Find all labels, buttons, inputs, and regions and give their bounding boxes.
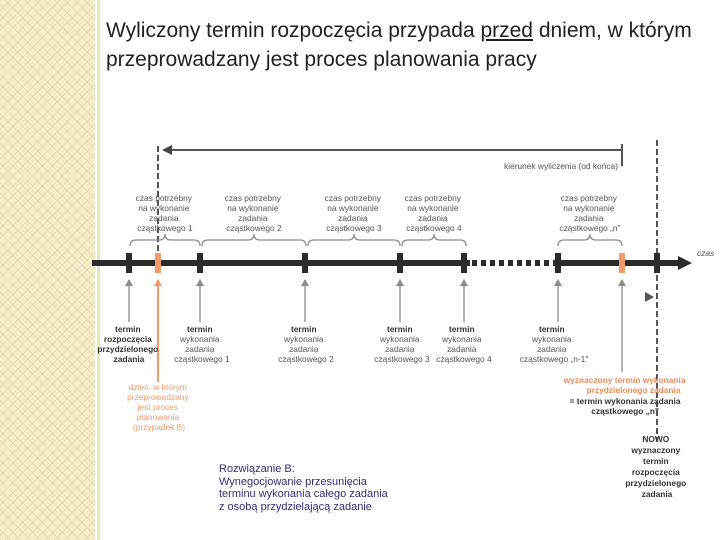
tick-deadline-3 bbox=[397, 253, 403, 273]
deadline-label-3: termin wykonania zadania cząstkowego 3 bbox=[374, 324, 430, 364]
deadline-label-4: termin wykonania zadania cząstkowego 4 bbox=[436, 324, 492, 364]
deadline-label-n1: termin wykonania zadania cząstkowego „n-1" bbox=[519, 324, 589, 364]
title-underlined-word: przed bbox=[480, 19, 533, 42]
duration-label-3: czas potrzebny na wykonanie zadania cząstkowego 3 bbox=[324, 193, 382, 233]
deadline-label-1: termin wykonania zadania cząstkowego 1 bbox=[174, 324, 230, 364]
duration-label-4: czas potrzebny na wykonanie zadania cząstkowego 4 bbox=[404, 193, 462, 233]
duration-bracket-n bbox=[558, 234, 622, 246]
solution-heading: Rozwiązanie B: bbox=[219, 463, 295, 475]
tick-new-deadline bbox=[654, 253, 660, 273]
duration-label-n: czas potrzebny na wykonanie zadania cząstkowego „n" bbox=[559, 193, 621, 233]
axis-label: czas bbox=[697, 248, 715, 258]
duration-label-1: czas potrzebny na wykonanie zadania cząstkowego 1 bbox=[135, 193, 193, 233]
solution-line-2: terminu wykonania całego zadania bbox=[219, 488, 388, 500]
computed-deadline-label: wyznaczony termin wykonania przydzielonego zadania = termin wykonania zadania cząstkowego „n" bbox=[563, 375, 686, 416]
solution-block bbox=[219, 463, 479, 513]
duration-bracket-4 bbox=[402, 234, 466, 246]
planning-day-label: dzień, w którym przeprowadzany jest proces planowania (przypadek B) bbox=[127, 382, 189, 432]
new-start-date-label: NOWO wyznaczony termin rozpoczęcia przydzielonego zadania bbox=[625, 434, 687, 499]
start-date-label: termin rozpoczęcia przydzielonego zadania bbox=[97, 324, 159, 364]
title-part-2: dniem, w którym przeprowadzany jest proces planowania pracy bbox=[106, 19, 692, 71]
tick-deadline-2 bbox=[302, 253, 308, 273]
deadline-label-2: termin wykonania zadania cząstkowego 2 bbox=[278, 324, 334, 364]
tick-planning-day bbox=[155, 253, 161, 273]
tick-deadline-n bbox=[619, 253, 625, 273]
time-axis-arrowhead bbox=[678, 256, 692, 270]
tick-start bbox=[126, 253, 132, 273]
duration-label-2: czas potrzebny na wykonanie zadania cząstkowego 2 bbox=[224, 193, 282, 233]
title-part-1: Wyliczony termin rozpoczęcia przypada bbox=[106, 19, 481, 42]
tick-deadline-1 bbox=[197, 253, 203, 273]
duration-bracket-1 bbox=[130, 234, 200, 246]
direction-label: kierunek wyliczenia (od końca) bbox=[503, 161, 618, 171]
tick-deadline-4 bbox=[461, 253, 467, 273]
solution-line-1: Wynegocjowanie przesunięcia bbox=[219, 475, 367, 488]
duration-bracket-3 bbox=[308, 234, 400, 246]
tick-deadline-n1 bbox=[555, 253, 561, 273]
solution-line-3: z osobą przydzielającą zadanie bbox=[219, 500, 372, 513]
shift-arrowhead bbox=[645, 292, 654, 302]
duration-bracket-2 bbox=[202, 234, 306, 246]
